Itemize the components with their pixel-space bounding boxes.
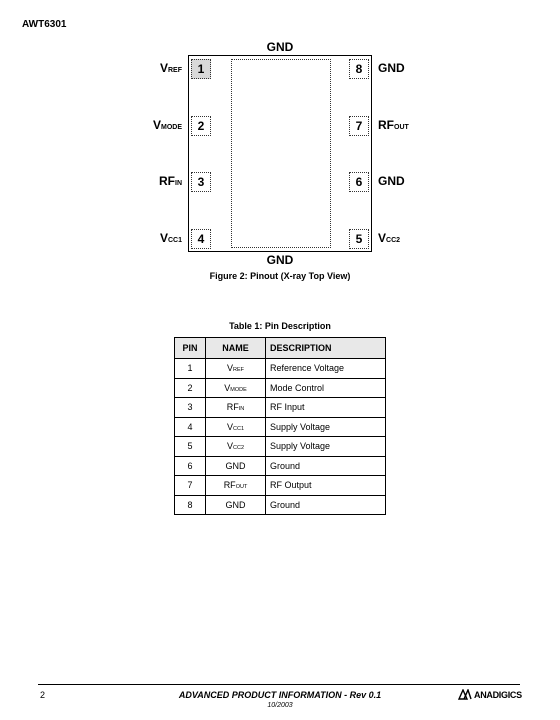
description-cell: Mode Control	[266, 378, 386, 398]
name-cell: GND	[206, 456, 266, 476]
pin-cell: 3	[175, 398, 206, 418]
pin-cell: 4	[175, 417, 206, 437]
die-outline	[231, 59, 331, 248]
name-cell: VREF	[206, 359, 266, 379]
table-row	[175, 495, 386, 515]
header-name: NAME	[206, 338, 266, 359]
pin-7-box: 7	[349, 116, 369, 136]
pin-8-label: GND	[378, 61, 405, 75]
pin-6-label: GND	[378, 174, 405, 188]
pin-5-box: 5	[349, 229, 369, 249]
pin-3-box: 3	[191, 172, 211, 192]
pin-6-box: 6	[349, 172, 369, 192]
pin-1-box: 1	[191, 59, 211, 79]
description-cell: Ground	[266, 495, 386, 515]
pin-7-label: RFOUT	[378, 118, 409, 132]
pin-cell: 8	[175, 495, 206, 515]
table-row	[175, 476, 386, 496]
footer-date: 10/2003	[267, 702, 293, 709]
gnd-bottom-label: GND	[266, 253, 294, 267]
table-row	[175, 437, 386, 457]
name-cell: GND	[206, 495, 266, 515]
pin-1-label: VREF	[159, 61, 182, 75]
package-outline	[188, 55, 372, 252]
pin-5-label: VCC2	[378, 231, 401, 245]
name-cell: VMODE	[206, 378, 266, 398]
footer-title: ADVANCED PRODUCT INFORMATION - Rev 0.1	[178, 690, 382, 700]
description-cell: Ground	[266, 456, 386, 476]
description-cell: Supply Voltage	[266, 437, 386, 457]
figure-caption: Figure 2: Pinout (X-ray Top View)	[209, 271, 351, 281]
part-number-header: AWT6301	[22, 19, 67, 30]
page-number: 2	[40, 690, 46, 700]
table-row	[175, 378, 386, 398]
name-cell: VCC2	[206, 437, 266, 457]
pin-cell: 7	[175, 476, 206, 496]
name-cell: RFIN	[206, 398, 266, 418]
table-row	[175, 417, 386, 437]
pin-cell: 6	[175, 456, 206, 476]
pin-2-box: 2	[191, 116, 211, 136]
description-cell: Supply Voltage	[266, 417, 386, 437]
company-logo	[458, 689, 522, 700]
header-description: DESCRIPTION	[266, 338, 386, 359]
table-title: Table 1: Pin Description	[229, 321, 331, 331]
table-row	[175, 456, 386, 476]
pin-3-label: RFIN	[159, 174, 182, 188]
pin-4-box: 4	[191, 229, 211, 249]
table-header-row	[175, 338, 386, 359]
pin-2-label: VMODE	[152, 118, 182, 132]
table-row	[175, 398, 386, 418]
gnd-top-label: GND	[266, 40, 294, 54]
description-cell: RF Output	[266, 476, 386, 496]
description-cell: RF Input	[266, 398, 386, 418]
header-pin: PIN	[175, 338, 206, 359]
pin-description-table	[174, 337, 386, 515]
table-row	[175, 359, 386, 379]
footer-divider	[38, 684, 520, 685]
pin-cell: 2	[175, 378, 206, 398]
logo-mark-icon	[458, 689, 472, 700]
pin-4-label: VCC1	[159, 231, 182, 245]
description-cell: Reference Voltage	[266, 359, 386, 379]
pin-8-box: 8	[349, 59, 369, 79]
pin-cell: 1	[175, 359, 206, 379]
name-cell: VCC1	[206, 417, 266, 437]
logo-text: ANADIGICS	[474, 689, 522, 700]
name-cell: RFOUT	[206, 476, 266, 496]
pin-cell: 5	[175, 437, 206, 457]
